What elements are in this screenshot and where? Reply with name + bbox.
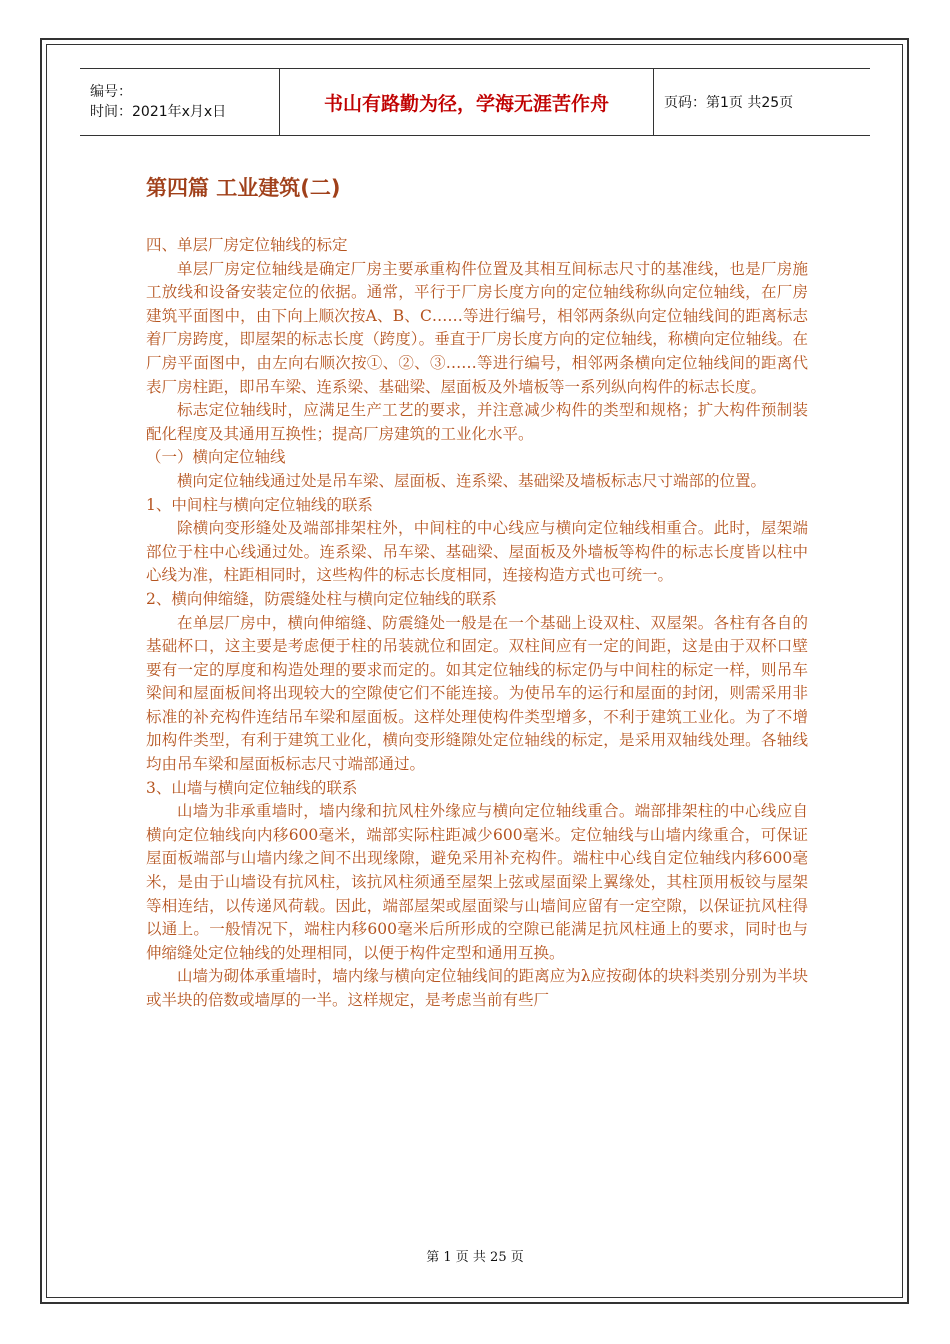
paragraph: 标志定位轴线时，应满足生产工艺的要求，并注意减少构件的类型和规格；扩大构件预制装配化程度及其通用互换性；提高厂房建筑的工业化水平。: [146, 401, 808, 443]
paragraph: 单层厂房定位轴线是确定厂房主要承重构件位置及其相互间标志尺寸的基准线，也是厂房施工放线和设备安装定位的依据。通常，平行于厂房长度方向的定位轴线称纵向定位轴线，在厂房建筑平面图中，由下向上顺次按A、B、C……等进行编号，相邻两条纵向定位轴线间的距离标志着厂房跨度，即屋架的标志长度（跨度）。垂直于厂房长度方向的定位轴线，称横向定位轴线。在厂房平面图中，由左向右顺次按①、②、③……等进行编号，相邻两条横向定位轴线间的距离代表厂房柱距，即吊车梁、连系梁、基础梁、屋面板及外墙板等一系列纵向构件的标志长度。: [146, 259, 808, 396]
paragraph: 山墙为砌体承重墙时，墙内缘与横向定位轴线间的距离应为λ应按砌体的块料类别分别为半块或半块的倍数或墙厚的一半。这样规定，是考虑当前有些厂: [146, 967, 808, 1009]
paragraph: 在单层厂房中，横向伸缩缝、防震缝处一般是在一个基础上设双柱、双屋架。各柱有各自的基础杯口，这主要是考虑便于柱的吊装就位和固定。双柱间应有一定的间距，这是由于双杯口壁要有一定的厚度和构造处理的要求而定的。如其定位轴线的标定仍与中间柱的标定一样，则吊车梁间和屋面板间将出现较大的空隙使它们不能连接。为使吊车的运行和屋面的封闭，则需采用非标准的补充构件连结吊车梁和屋面板。这样处理使构件类型增多，不利于建筑工业化。为了不增加构件类型，有利于建筑工业化，横向变形缝隙处定位轴线的标定，是采用双轴线处理。各轴线均由吊车梁和屋面板标志尺寸端部通过。: [146, 613, 808, 774]
subsection-heading: 3、山墙与横向定位轴线的联系: [146, 778, 358, 797]
subsection-heading: 2、横向伸缩缝，防震缝处柱与横向定位轴线的联系: [146, 589, 497, 608]
page-header: [80, 68, 870, 136]
paragraph: 除横向变形缝处及端部排架柱外，中间柱的中心线应与横向定位轴线相重合。此时，屋架端部位于柱中心线通过处。连系梁、吊车梁、基础梁、屋面板及外墙板等构件的标志长度皆以柱中心线为准，柱距相同时，这些构件的标志长度相同，连接构造方式也可统一。: [146, 519, 808, 585]
header-meta: [80, 69, 280, 135]
subsection-heading: （一）横向定位轴线: [146, 448, 286, 467]
document-title: 第四篇 工业建筑(二): [146, 176, 341, 200]
time-label: 时间：2021年x月x日: [90, 104, 227, 120]
header-page-label: 页码：第1页 共25页: [664, 95, 794, 111]
paragraph: 横向定位轴线通过处是吊车梁、屋面板、连系梁、基础梁及墙板标志尺寸端部的位置。: [177, 471, 767, 490]
header-motto: 书山有路勤为径，学海无涯苦作舟: [280, 69, 654, 135]
section-heading: 四、单层厂房定位轴线的标定: [146, 236, 348, 254]
paragraph: 山墙为非承重墙时，墙内缘和抗风柱外缘应与横向定位轴线重合。端部排架柱的中心线应自横向定位轴线向内移600毫米，端部实际柱距减少600毫米。定位轴线与山墙内缘重合，可保证屋面板端部与山墙内缘之间不出现缘隙，避免采用补充构件。端柱中心线自定位轴线内移600毫米，是由于山墙设有抗风柱，该抗风柱须通至屋架上弦或屋面梁上翼缘处，其柱顶用板铰与屋架等相连结，以传递风荷载。因此，端部屋架或屋面梁与山墙间应留有一定空隙，以保证抗风柱得以通上。一般情况下，端柱内移600毫米后所形成的空隙已能满足抗风柱通上的要求，同时也与伸缩缝处定位轴线的处理相同，以便于构件定型和通用互换。: [146, 802, 808, 962]
number-label: 编号：: [90, 84, 132, 100]
page-footer: 第 1 页 共 25 页: [426, 1250, 524, 1265]
subsection-heading: 1、中间柱与横向定位轴线的联系: [146, 495, 373, 514]
document-body: [146, 234, 808, 1013]
